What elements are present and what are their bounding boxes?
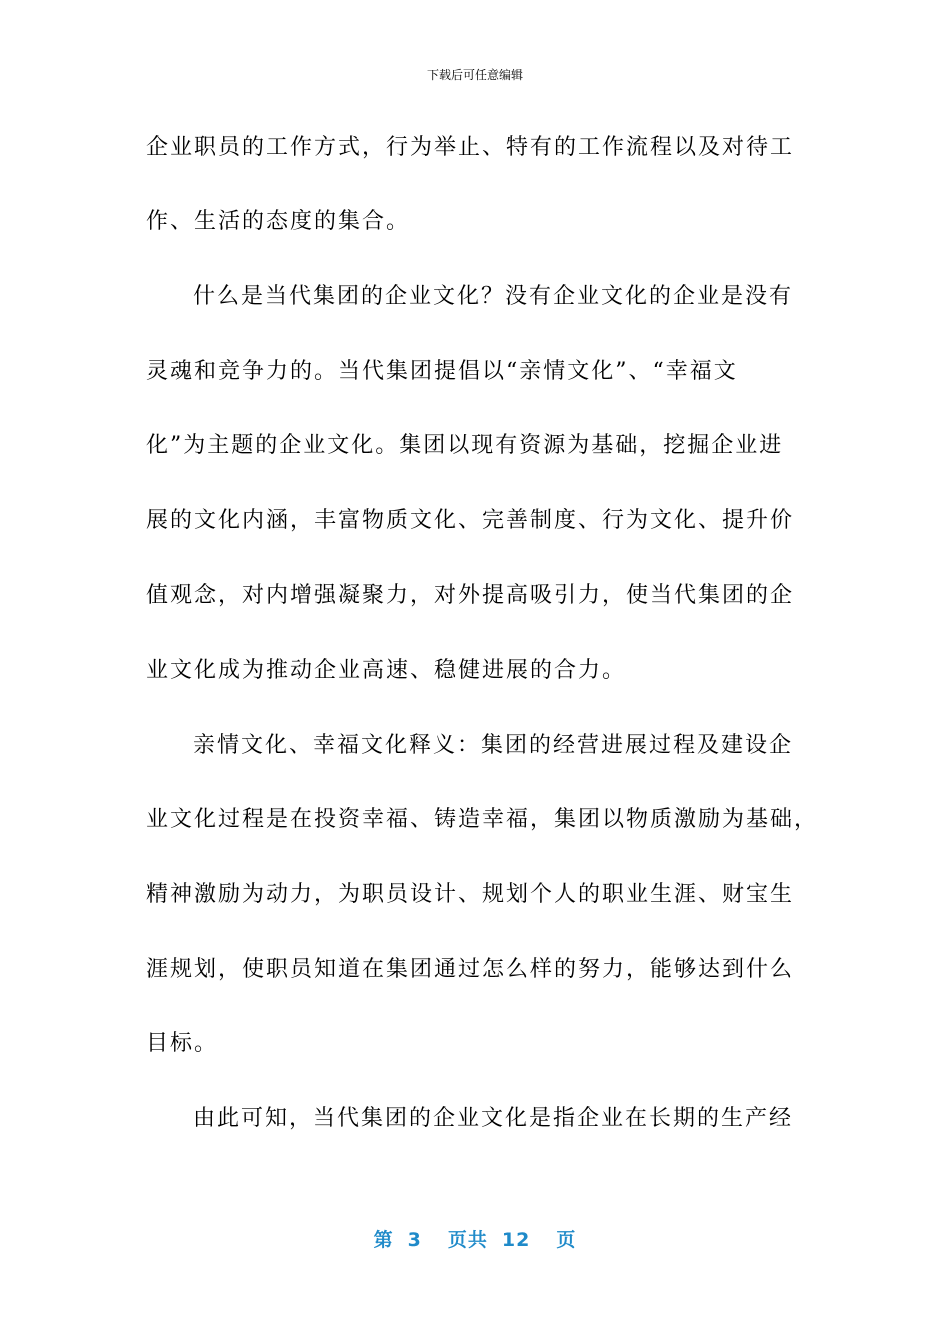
text-line: 业文化过程是在投资幸福、铸造幸福，集团以物质激励为基础， <box>146 807 819 832</box>
footer-middle: 页共 <box>447 1229 488 1251</box>
footer-suffix: 页 <box>556 1229 577 1251</box>
paragraph-start-line: 什么是当代集团的企业文化？没有企业文化的企业是没有 <box>193 284 794 309</box>
text-line: 涯规划，使职员知道在集团通过怎么样的努力，能够达到什么 <box>146 957 795 982</box>
text-line: 展的文化内涵，丰富物质文化、完善制度、行为文化、提升价 <box>146 508 795 533</box>
footer-total-pages: 12 <box>501 1229 531 1251</box>
text-line: 业文化成为推动企业高速、稳健进展的合力。 <box>146 658 627 683</box>
footer-current-page: 3 <box>407 1229 422 1251</box>
text-line: 作、生活的态度的集合。 <box>146 209 411 234</box>
text-line: 目标。 <box>146 1031 219 1056</box>
text-line: 企业职员的工作方式，行为举止、特有的工作流程以及对待工 <box>146 135 795 160</box>
footer-prefix: 第 <box>373 1229 394 1251</box>
text-line: 化”为主题的企业文化。集团以现有资源为基础，挖掘企业进 <box>146 433 784 458</box>
page-footer <box>0 1225 950 1252</box>
paragraph-start-line: 由此可知，当代集团的企业文化是指企业在长期的生产经 <box>193 1106 794 1131</box>
text-line: 值观念，对内增强凝聚力，对外提高吸引力，使当代集团的企 <box>146 583 795 608</box>
text-line: 精神激励为动力，为职员设计、规划个人的职业生涯、财宝生 <box>146 882 795 907</box>
paragraph-start-line: 亲情文化、幸福文化释义：集团的经营进展过程及建设企 <box>193 733 794 758</box>
page-header-note: 下载后可任意编辑 <box>426 68 523 82</box>
text-line: 灵魂和竞争力的。当代集团提倡以“亲情文化”、“幸福文 <box>146 359 738 384</box>
